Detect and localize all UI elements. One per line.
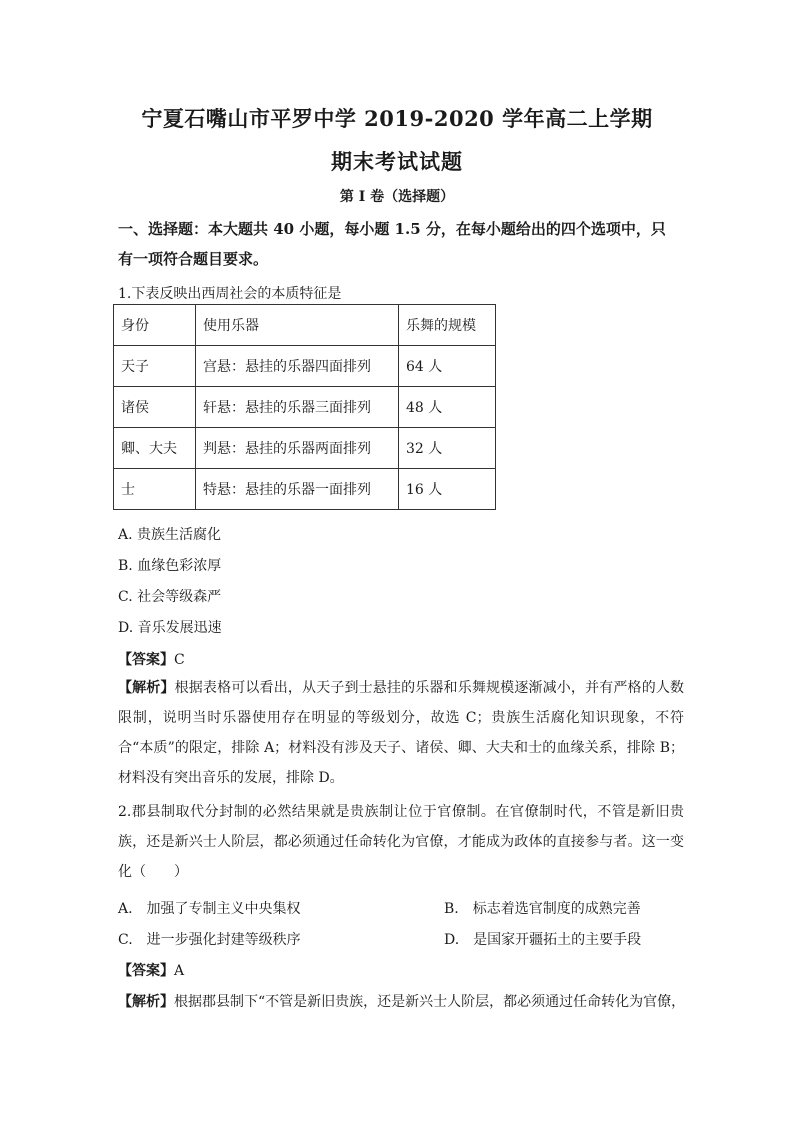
question-1-option-a: A. 贵族生活腐化 [118, 527, 222, 543]
table-header-cell: 身份 [114, 305, 196, 346]
analysis-label: 【解析】 [118, 994, 174, 1010]
section-title: 第 I 卷（选择题） [339, 189, 455, 205]
part-heading: 一、选择题：本大题共 40 小题，每小题 1.5 分，在每小题给出的四个选项中，只有一项符合题目要求。 [118, 220, 666, 268]
question-2-option-a: A. 加强了专制主义中央集权 [118, 901, 301, 917]
table-cell: 特悬：悬挂的乐器一面排列 [196, 469, 399, 510]
table-row [114, 469, 496, 510]
table-cell: 32 人 [399, 428, 496, 469]
answer-label: 【答案】 [118, 652, 174, 668]
document-title-line2: 期末考试试题 [331, 149, 463, 174]
question-2-option-b: B. 标志着选官制度的成熟完善 [444, 901, 641, 917]
question-1-option-d: D. 音乐发展迅速 [118, 620, 222, 636]
question-2-analysis [118, 991, 685, 1011]
table-cell: 48 人 [399, 387, 496, 428]
table-cell: 卿、大夫 [114, 428, 196, 469]
question-1-option-b: B. 血缘色彩浓厚 [118, 558, 222, 574]
answer-label: 【答案】 [118, 963, 174, 979]
question-1-analysis [118, 673, 684, 793]
table-header-row [114, 305, 496, 346]
analysis-text: 根据郡县制下“不管是新旧贵族，还是新兴士人阶层，都必须通过任命转化为官僚， [174, 994, 686, 1010]
table-header-cell: 乐舞的规模 [399, 305, 496, 346]
question-1-stem: 1.下表反映出西周社会的本质特征是 [118, 286, 342, 302]
analysis-text: 根据表格可以看出，从天子到士悬挂的乐器和乐舞规模逐渐减小，并有严格的人数限制，说明当时乐器使用存在明显的等级划分，故选 C；贵族生活腐化知识现象，不符合“本质”的限定，排除 A；材料没有涉及天子、诸侯、卿、大夫和士的血缘关系，排除 B；材料没有突出音乐的发展，排除 D。 [118, 680, 685, 786]
answer-value: A [174, 963, 185, 979]
answer-value: C [174, 652, 185, 668]
question-2-option-d: D. 是国家开疆拓土的主要手段 [444, 932, 642, 948]
document-title: 宁夏石嘴山市平罗中学 2019-2020 学年高二上学期 [141, 106, 653, 131]
table-cell: 判悬：悬挂的乐器两面排列 [196, 428, 399, 469]
table-row [114, 346, 496, 387]
question-1-option-c: C. 社会等级森严 [118, 589, 222, 605]
table-cell: 16 人 [399, 469, 496, 510]
question-2-stem: 2.郡县制取代分封制的必然结果就是贵族制让位于官僚制。在官僚制时代，不管是新旧贵族，还是新兴士人阶层，都必须通过任命转化为官僚，才能成为政体的直接参与者。这一变化（ ） [118, 804, 684, 880]
question-2-answer [118, 960, 184, 980]
table-cell: 64 人 [399, 346, 496, 387]
table-header-cell: 使用乐器 [196, 305, 399, 346]
table-cell: 天子 [114, 346, 196, 387]
question-1-answer [118, 649, 185, 669]
table-cell: 诸侯 [114, 387, 196, 428]
table-row [114, 428, 496, 469]
table-cell: 宫悬：悬挂的乐器四面排列 [196, 346, 399, 387]
question-1-table [113, 304, 496, 510]
question-2-option-c: C. 进一步强化封建等级秩序 [118, 932, 301, 948]
table-cell: 士 [114, 469, 196, 510]
analysis-label: 【解析】 [118, 680, 175, 696]
table-row [114, 387, 496, 428]
table-cell: 轩悬：悬挂的乐器三面排列 [196, 387, 399, 428]
